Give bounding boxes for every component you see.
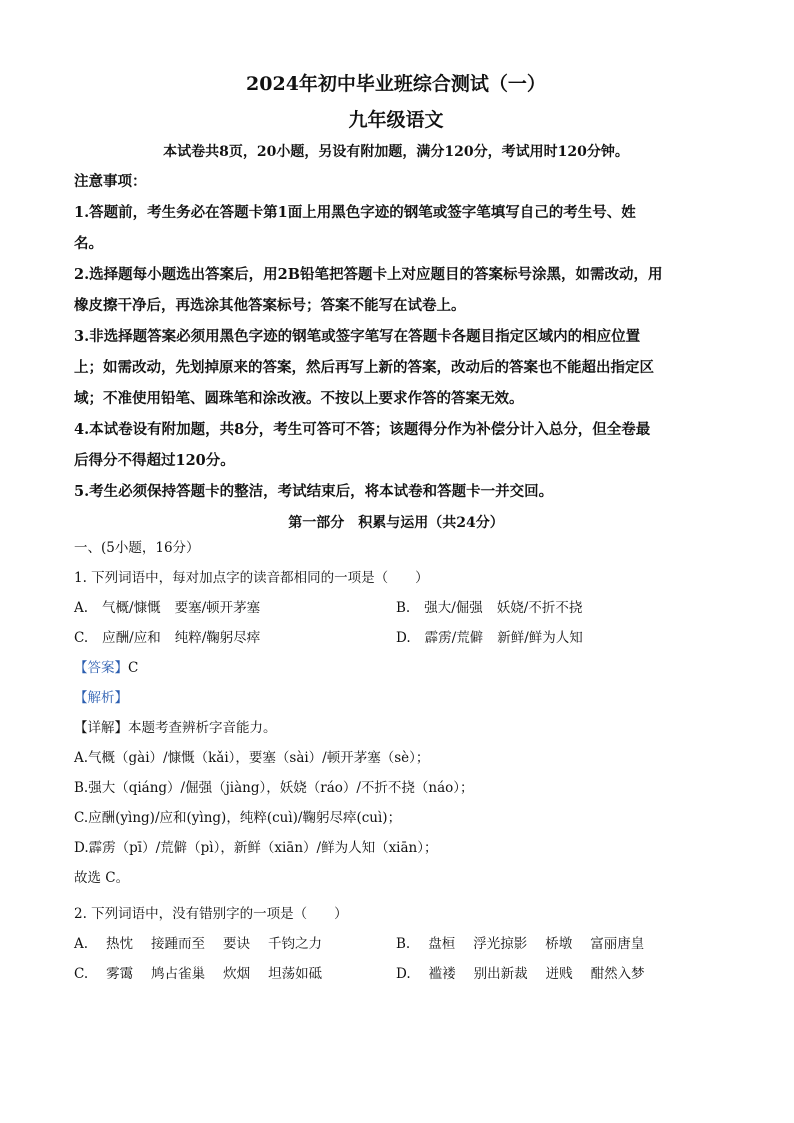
question-1-options-row-1 — [74, 593, 718, 623]
notice-line: 名。 — [74, 235, 103, 252]
option-word: 褴褛 — [428, 966, 456, 982]
option-label: C. — [74, 630, 89, 646]
notice-line: 4.本试卷设有附加题，共8分，考生可答可不答；该题得分作为补偿分计入总分，但全卷最 — [74, 421, 651, 438]
option-word: 气概/慷慨 — [102, 600, 161, 616]
exam-title: 2024年初中毕业班综合测试（一） — [246, 73, 546, 95]
option-word: 应酬/应和 — [102, 630, 161, 646]
notice-line: 橡皮擦干净后，再选涂其他答案标号；答案不能写在试卷上。 — [74, 297, 466, 314]
option-word: 纯粹/鞠躬尽瘁 — [174, 630, 261, 646]
option-word: 迸贱 — [545, 966, 573, 982]
question-2-options-row-1 — [74, 929, 718, 959]
question-1-option-d — [396, 623, 718, 653]
answer-tag: 【答案】 — [74, 660, 128, 676]
option-word: 炊烟 — [223, 966, 251, 982]
option-label: D. — [396, 630, 411, 646]
notice-line: 1.答题前，考生务必在答题卡第1面上用黑色字迹的钢笔或签字笔填写自己的考生号、姓 — [74, 204, 636, 221]
option-word: 盘桓 — [428, 936, 456, 952]
analysis-line — [74, 683, 718, 713]
explanation-line: B.强大（qiáng）/倔强（jiàng），妖娆（ráo）/不折不挠（náo）； — [74, 780, 474, 796]
detail-line — [74, 713, 718, 743]
option-word: 桥墩 — [545, 936, 573, 952]
option-word: 雾霭 — [106, 966, 134, 982]
section-heading: 第一部分 积累与运用（共24分） — [288, 515, 504, 531]
option-word: 霹雳/荒僻 — [424, 630, 484, 646]
explanation-line: D.霹雳（pī）/荒僻（pì），新鲜（xiān）/鲜为人知（xiān）； — [74, 840, 438, 856]
question-1-option-a — [74, 593, 396, 623]
question-1-option-b — [396, 593, 718, 623]
option-word: 接踵而至 — [151, 936, 206, 952]
option-label: C. — [74, 966, 89, 982]
option-word: 浮光掠影 — [473, 936, 528, 952]
explanation-line: A.气概（gài）/慷慨（kǎi），要塞（sài）/顿开茅塞（sè）； — [74, 750, 430, 766]
notice-line: 后得分不得超过120分。 — [74, 452, 235, 469]
option-word: 千钧之力 — [268, 936, 323, 952]
question-1-options-row-2 — [74, 623, 718, 653]
detail-tag: 【详解】 — [74, 720, 128, 736]
option-label: A. — [74, 936, 89, 952]
question-2-option-a — [74, 929, 396, 959]
question-2-option-d — [396, 959, 718, 989]
option-word: 热忱 — [106, 936, 134, 952]
question-2-stem: 2. 下列词语中，没有错别字的一项是（ ） — [74, 906, 348, 922]
analysis-tag: 【解析】 — [74, 690, 128, 706]
option-word: 富丽唐皇 — [590, 936, 645, 952]
option-label: D. — [396, 966, 411, 982]
option-word: 强大/倔强 — [424, 600, 483, 616]
detail-text: 本题考查辨析字音能力。 — [128, 720, 277, 736]
option-word: 鸠占雀巢 — [151, 966, 206, 982]
notice-line: 上；如需改动，先划掉原来的答案，然后再写上新的答案，改动后的答案也不能超出指定区 — [74, 359, 654, 376]
question-1-option-c — [74, 623, 396, 653]
notice-line: 5.考生必须保持答题卡的整洁，考试结束后，将本试卷和答题卡一并交回。 — [74, 483, 554, 500]
option-word: 别出新裁 — [473, 966, 528, 982]
notice-line: 2.选择题每小题选出答案后，用2B铅笔把答题卡上对应题目的答案标号涂黑，如需改动，用 — [74, 266, 663, 283]
answer-line — [74, 653, 718, 683]
option-word: 要塞/顿开茅塞 — [174, 600, 261, 616]
exam-intro: 本试卷共8页，20小题，另设有附加题，满分120分，考试用时120分钟。 — [163, 144, 629, 160]
option-word: 新鲜/鲜为人知 — [497, 630, 583, 646]
option-word: 坦荡如砥 — [268, 966, 323, 982]
option-word: 要诀 — [223, 936, 251, 952]
question-2-option-c — [74, 959, 396, 989]
explanation-line: 故选 C。 — [74, 870, 130, 886]
question-2-option-b — [396, 929, 718, 959]
option-label: B. — [396, 600, 411, 616]
notice-heading: 注意事项： — [74, 173, 147, 190]
option-word: 妖娆/不折不挠 — [496, 600, 583, 616]
question-group-heading: 一、(5小题，16分） — [74, 540, 200, 556]
question-1-stem: 1. 下列词语中，每对加点字的读音都相同的一项是（ ） — [74, 570, 429, 586]
option-label: B. — [396, 936, 411, 952]
option-label: A. — [74, 600, 89, 616]
option-word: 酣然入梦 — [590, 966, 645, 982]
notice-line: 3.非选择题答案必须用黑色字迹的钢笔或签字笔写在答题卡各题目指定区域内的相应位置 — [74, 328, 641, 345]
explanation-line: C.应酬(yìng)/应和(yìng)，纯粹(cuì)/鞠躬尽瘁(cuì)； — [74, 810, 402, 826]
notice-line: 域；不准使用铅笔、圆珠笔和涂改液。不按以上要求作答的答案无效。 — [74, 390, 524, 407]
answer-value: C — [128, 660, 139, 676]
question-2-options-row-2 — [74, 959, 718, 989]
exam-subtitle: 九年级语文 — [348, 109, 444, 131]
